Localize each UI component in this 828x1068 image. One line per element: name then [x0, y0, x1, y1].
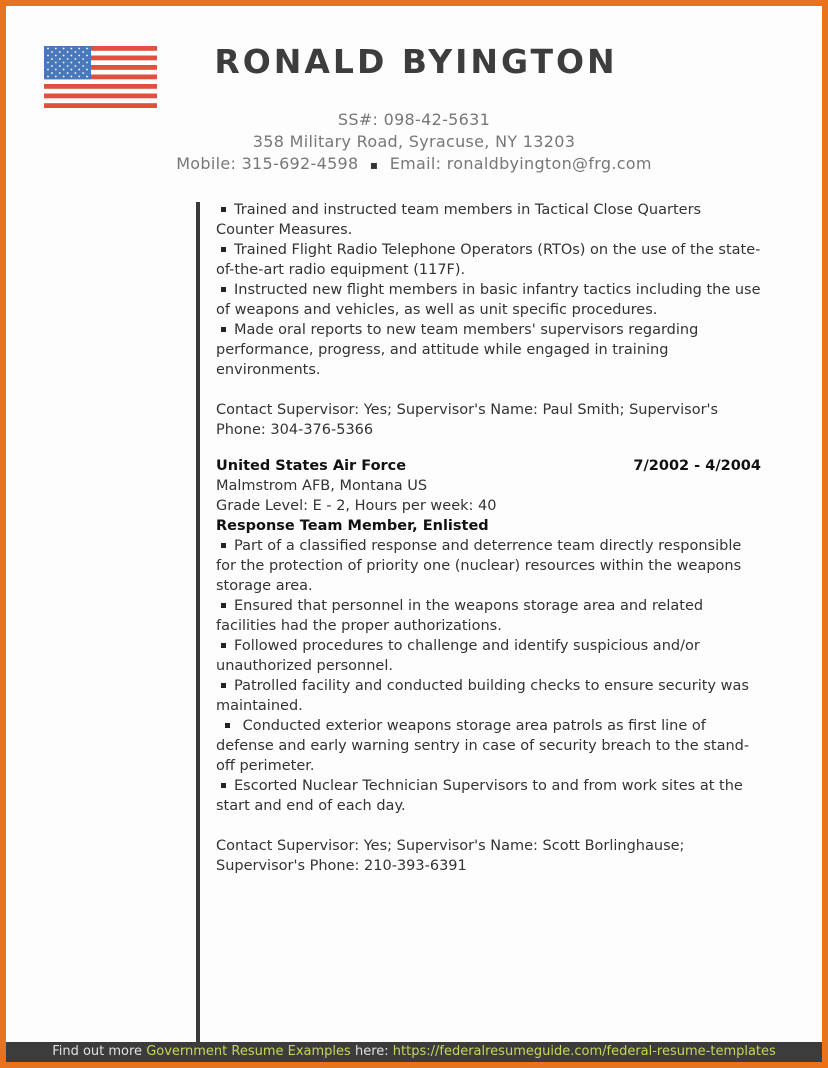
job-header: [216, 456, 761, 476]
list-item: Ensured that personnel in the weapons storage area and related facilities had the proper authorizations.: [216, 598, 704, 634]
bullet-icon: [221, 683, 226, 688]
job-title: Response Team Member, Enlisted: [216, 518, 489, 534]
list-item: Escorted Nuclear Technician Supervisors to and from work sites at the start and end of each day.: [216, 778, 743, 814]
footer-middle: here:: [350, 1044, 393, 1059]
list-item: Trained and instructed team members in Tactical Close Quarters Counter Measures.: [216, 202, 702, 238]
vertical-divider: [196, 202, 200, 1044]
supervisor-contact: Contact Supervisor: Yes; Supervisor's Name: Paul Smith; Supervisor's Phone: 304-376-5366: [216, 402, 719, 438]
list-item: Instructed new flight members in basic infantry tactics including the use of weapons and vehicles, as well as unit specific procedures.: [216, 282, 761, 318]
separator-icon: ▪: [369, 158, 379, 172]
email-text: Email: ronaldbyington@frg.com: [389, 154, 652, 173]
bullet-icon: [221, 247, 226, 252]
bullet-icon: [221, 643, 226, 648]
bullet-icon: [221, 543, 226, 548]
experience-content: [216, 200, 761, 876]
bullet-icon: [221, 783, 226, 788]
applicant-name: RONALD BYINGTON: [214, 42, 618, 81]
bullet-icon: [225, 723, 230, 728]
federal-resume-templates-link[interactable]: https://federalresumeguide.com/federal-resume-templates: [392, 1044, 776, 1059]
list-item: Followed procedures to challenge and identify suspicious and/or unauthorized personnel.: [216, 638, 700, 674]
job-location: Malmstrom AFB, Montana US: [216, 478, 428, 494]
list-item: Patrolled facility and conducted building checks to ensure security was maintained.: [216, 678, 749, 714]
bullet-icon: [221, 207, 226, 212]
american-flag-icon: [44, 46, 157, 108]
organization-name: United States Air Force: [216, 458, 407, 474]
list-item: Made oral reports to new team members' supervisors regarding performance, progress, and attitude while engaged in training environments.: [216, 322, 699, 378]
bullet-icon: [221, 603, 226, 608]
footer-prefix: Find out more: [52, 1044, 147, 1059]
list-item: Trained Flight Radio Telephone Operators (RTOs) on the use of the state-of-the-art radio equipment (117F).: [216, 242, 761, 278]
address-line: 358 Military Road, Syracuse, NY 13203: [252, 132, 576, 151]
bullet-icon: [221, 327, 226, 332]
list-item: Conducted exterior weapons storage area patrols as first line of defense and early warning sentry in case of security breach to the stand-off perimeter.: [216, 718, 750, 774]
list-item: Part of a classified response and deterrence team directly responsible for the protection of priority one (nuclear) resources within the weapons storage area.: [216, 538, 742, 594]
mobile-text: Mobile: 315-692-4598: [176, 154, 359, 173]
resume-page: [6, 6, 822, 1062]
job-dates: 7/2002 - 4/2004: [633, 458, 761, 474]
job-grade: Grade Level: E - 2, Hours per week: 40: [216, 498, 497, 514]
phone-email-line: [6, 154, 822, 173]
footer-bar: [6, 1042, 822, 1062]
government-resume-examples-link[interactable]: Government Resume Examples: [146, 1044, 351, 1059]
supervisor-contact: Contact Supervisor: Yes; Supervisor's Name: Scott Borlinghause; Supervisor's Phone: 210-393-6391: [216, 838, 685, 874]
ssn-line: SS#: 098-42-5631: [337, 110, 491, 129]
bullet-icon: [221, 287, 226, 292]
